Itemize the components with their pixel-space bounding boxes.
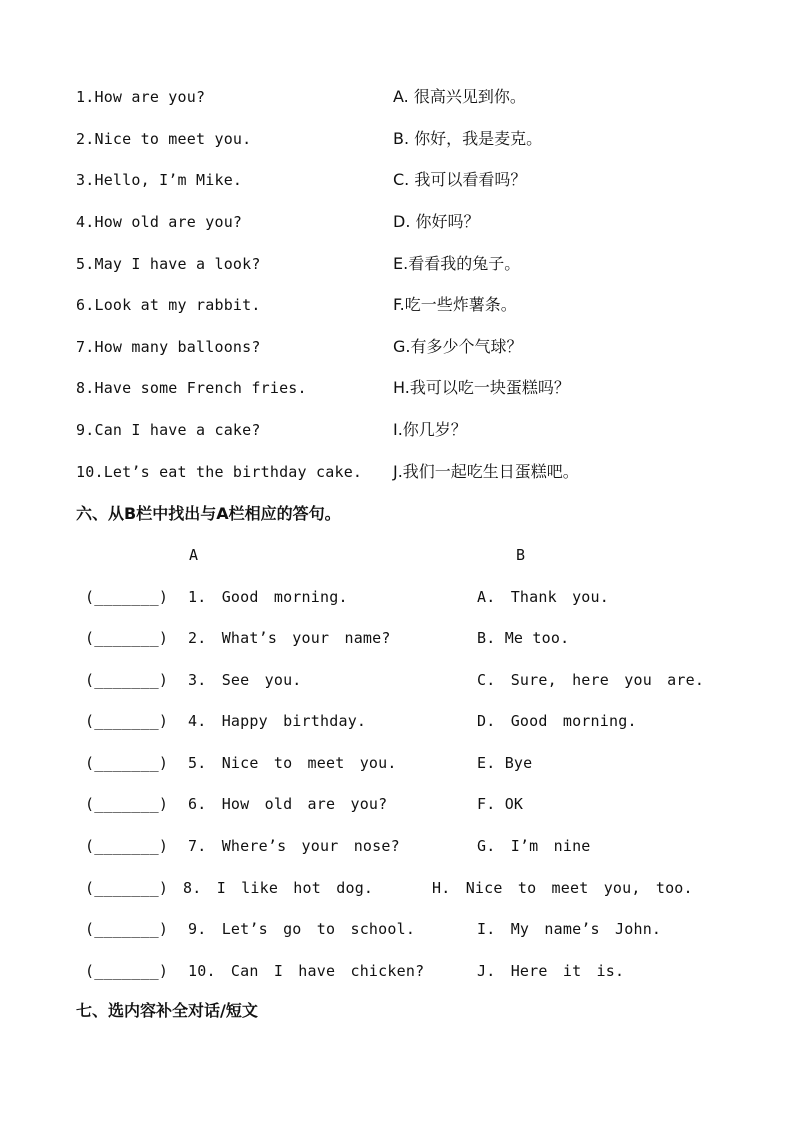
answer-blank-5[interactable]: (_______) xyxy=(85,754,169,772)
s5-right-item-b: B. 你好，我是麦克。 xyxy=(393,129,543,148)
s6-question-10: 10. Can I have chicken? xyxy=(188,962,425,980)
s5-left-item-3: 3.Hello, I’m Mike. xyxy=(76,171,243,189)
s6-answer-e: E. Bye xyxy=(477,754,533,772)
s6-answer-b: B. Me too. xyxy=(477,629,570,647)
s5-left-item-9: 9.Can I have a cake? xyxy=(76,421,261,439)
s6-question-3: 3. See you. xyxy=(188,671,302,689)
s6-answer-j: J. Here it is. xyxy=(477,962,625,980)
section-6-title: 六、从B栏中找出与A栏相应的答句。 xyxy=(76,504,341,523)
s6-answer-d: D. Good morning. xyxy=(477,712,637,730)
answer-blank-7[interactable]: (_______) xyxy=(85,837,169,855)
s5-left-item-4: 4.How old are you? xyxy=(76,213,243,231)
column-b-header: B xyxy=(516,546,526,564)
answer-blank-2[interactable]: (_______) xyxy=(85,629,169,647)
s6-question-9: 9. Let’s go to school. xyxy=(188,920,416,938)
answer-blank-10[interactable]: (_______) xyxy=(85,962,169,980)
s5-right-item-j: J.我们一起吃生日蛋糕吧。 xyxy=(393,462,579,481)
s5-left-item-1: 1.How are you? xyxy=(76,88,206,106)
s5-left-item-7: 7.How many balloons? xyxy=(76,338,261,356)
s6-question-2: 2. What’s your name? xyxy=(188,629,391,647)
s6-answer-h: H. Nice to meet you, too. xyxy=(432,879,693,897)
s6-answer-g: G. I’m nine xyxy=(477,837,591,855)
s6-answer-c: C. Sure, here you are. xyxy=(477,671,705,689)
answer-blank-3[interactable]: (_______) xyxy=(85,671,169,689)
answer-blank-1[interactable]: (_______) xyxy=(85,588,169,606)
s5-right-item-i: I.你几岁？ xyxy=(393,420,467,439)
s6-answer-f: F. OK xyxy=(477,795,524,813)
s5-right-item-a: A. 很高兴见到你。 xyxy=(393,87,526,106)
s5-right-item-f: F.吃一些炸薯条。 xyxy=(393,295,517,314)
s5-left-item-8: 8.Have some French fries. xyxy=(76,379,307,397)
s6-question-5: 5. Nice to meet you. xyxy=(188,754,397,772)
s6-question-4: 4. Happy birthday. xyxy=(188,712,367,730)
s6-answer-i: I. My name’s John. xyxy=(477,920,662,938)
s5-left-item-2: 2.Nice to meet you. xyxy=(76,130,252,148)
s6-question-8: 8. I like hot dog. xyxy=(183,879,374,897)
s5-right-item-c: C. 我可以看看吗？ xyxy=(393,170,527,189)
s5-right-item-h: H.我可以吃一块蛋糕吗？ xyxy=(393,378,570,397)
column-a-header: A xyxy=(189,546,199,564)
answer-blank-8[interactable]: (_______) xyxy=(85,879,169,897)
section-7-title: 七、选内容补全对话/短文 xyxy=(76,1001,258,1020)
answer-blank-4[interactable]: (_______) xyxy=(85,712,169,730)
s5-right-item-e: E.看看我的兔子。 xyxy=(393,254,521,273)
answer-blank-6[interactable]: (_______) xyxy=(85,795,169,813)
s5-left-item-5: 5.May I have a look? xyxy=(76,255,261,273)
answer-blank-9[interactable]: (_______) xyxy=(85,920,169,938)
s6-answer-a: A. Thank you. xyxy=(477,588,609,606)
s6-question-6: 6. How old are you? xyxy=(188,795,388,813)
s5-right-item-g: G.有多少个气球？ xyxy=(393,337,523,356)
s5-left-item-10: 10.Let’s eat the birthday cake. xyxy=(76,463,363,481)
s5-left-item-6: 6.Look at my rabbit. xyxy=(76,296,261,314)
s6-question-1: 1. Good morning. xyxy=(188,588,348,606)
s5-right-item-d: D. 你好吗？ xyxy=(393,212,480,231)
s6-question-7: 7. Where’s your nose? xyxy=(188,837,400,855)
